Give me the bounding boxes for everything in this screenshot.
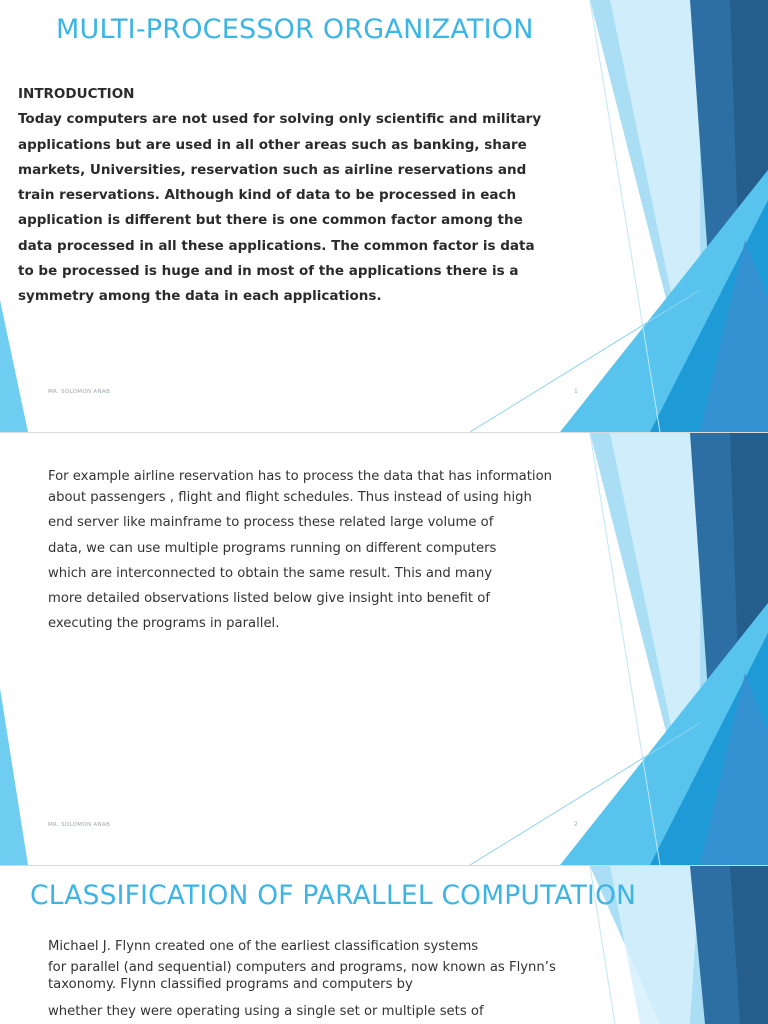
body-line: symmetry among the data in each applications. <box>18 288 382 305</box>
slide-body <box>18 82 541 310</box>
body-line: whether they were operating using a single set or multiple sets of <box>48 1004 484 1020</box>
body-line: to be processed is huge and in most of the applications there is a <box>18 263 519 280</box>
body-line: train reservations. Although kind of data to be processed in each <box>18 187 517 204</box>
slide-title: CLASSIFICATION OF PARALLEL COMPUTATION <box>30 880 637 911</box>
body-line: Today computers are not used for solving only scientific and military <box>18 111 542 128</box>
slide-2 <box>0 433 768 865</box>
body-line: markets, Universities, reservation such as airline reservations and <box>18 161 527 178</box>
body-line: taxonomy. Flynn classified programs and computers by <box>48 977 413 993</box>
body-line: applications but are used in all other areas such as banking, share <box>18 136 527 153</box>
body-line: end server like mainframe to process these related large volume of <box>48 515 494 531</box>
body-line: about passengers , flight and flight schedules. Thus instead of using high <box>48 490 532 505</box>
body-line: for parallel (and sequential) computers and programs, now known as Flynn’s <box>48 960 556 976</box>
page-number: 1 <box>574 388 578 395</box>
slide-body <box>48 468 552 637</box>
body-line: application is different but there is one common factor among the <box>18 212 523 229</box>
body-line: data, we can use multiple programs running on different computers <box>48 540 497 556</box>
page-number: 2 <box>574 821 578 828</box>
body-line: executing the programs in parallel. <box>48 616 280 632</box>
slide-body <box>48 934 556 1024</box>
slide-title: MULTI-PROCESSOR ORGANIZATION <box>56 14 534 45</box>
slide-3 <box>0 866 768 1024</box>
section-heading: INTRODUCTION <box>18 86 135 102</box>
body-line: For example airline reservation has to process the data that has information <box>48 469 553 484</box>
body-line: Michael J. Flynn created one of the earliest classification systems <box>48 939 479 954</box>
slide-footer: MR. SOLOMON ANAB <box>48 389 111 395</box>
body-line: which are interconnected to obtain the same result. This and many <box>48 565 493 581</box>
body-line: data processed in all these applications. The common factor is data <box>18 237 535 254</box>
slide-footer: MR. SOLOMON ANAB <box>48 822 111 828</box>
slide-1 <box>0 0 768 432</box>
body-line: more detailed observations listed below give insight into benefit of <box>48 591 490 607</box>
